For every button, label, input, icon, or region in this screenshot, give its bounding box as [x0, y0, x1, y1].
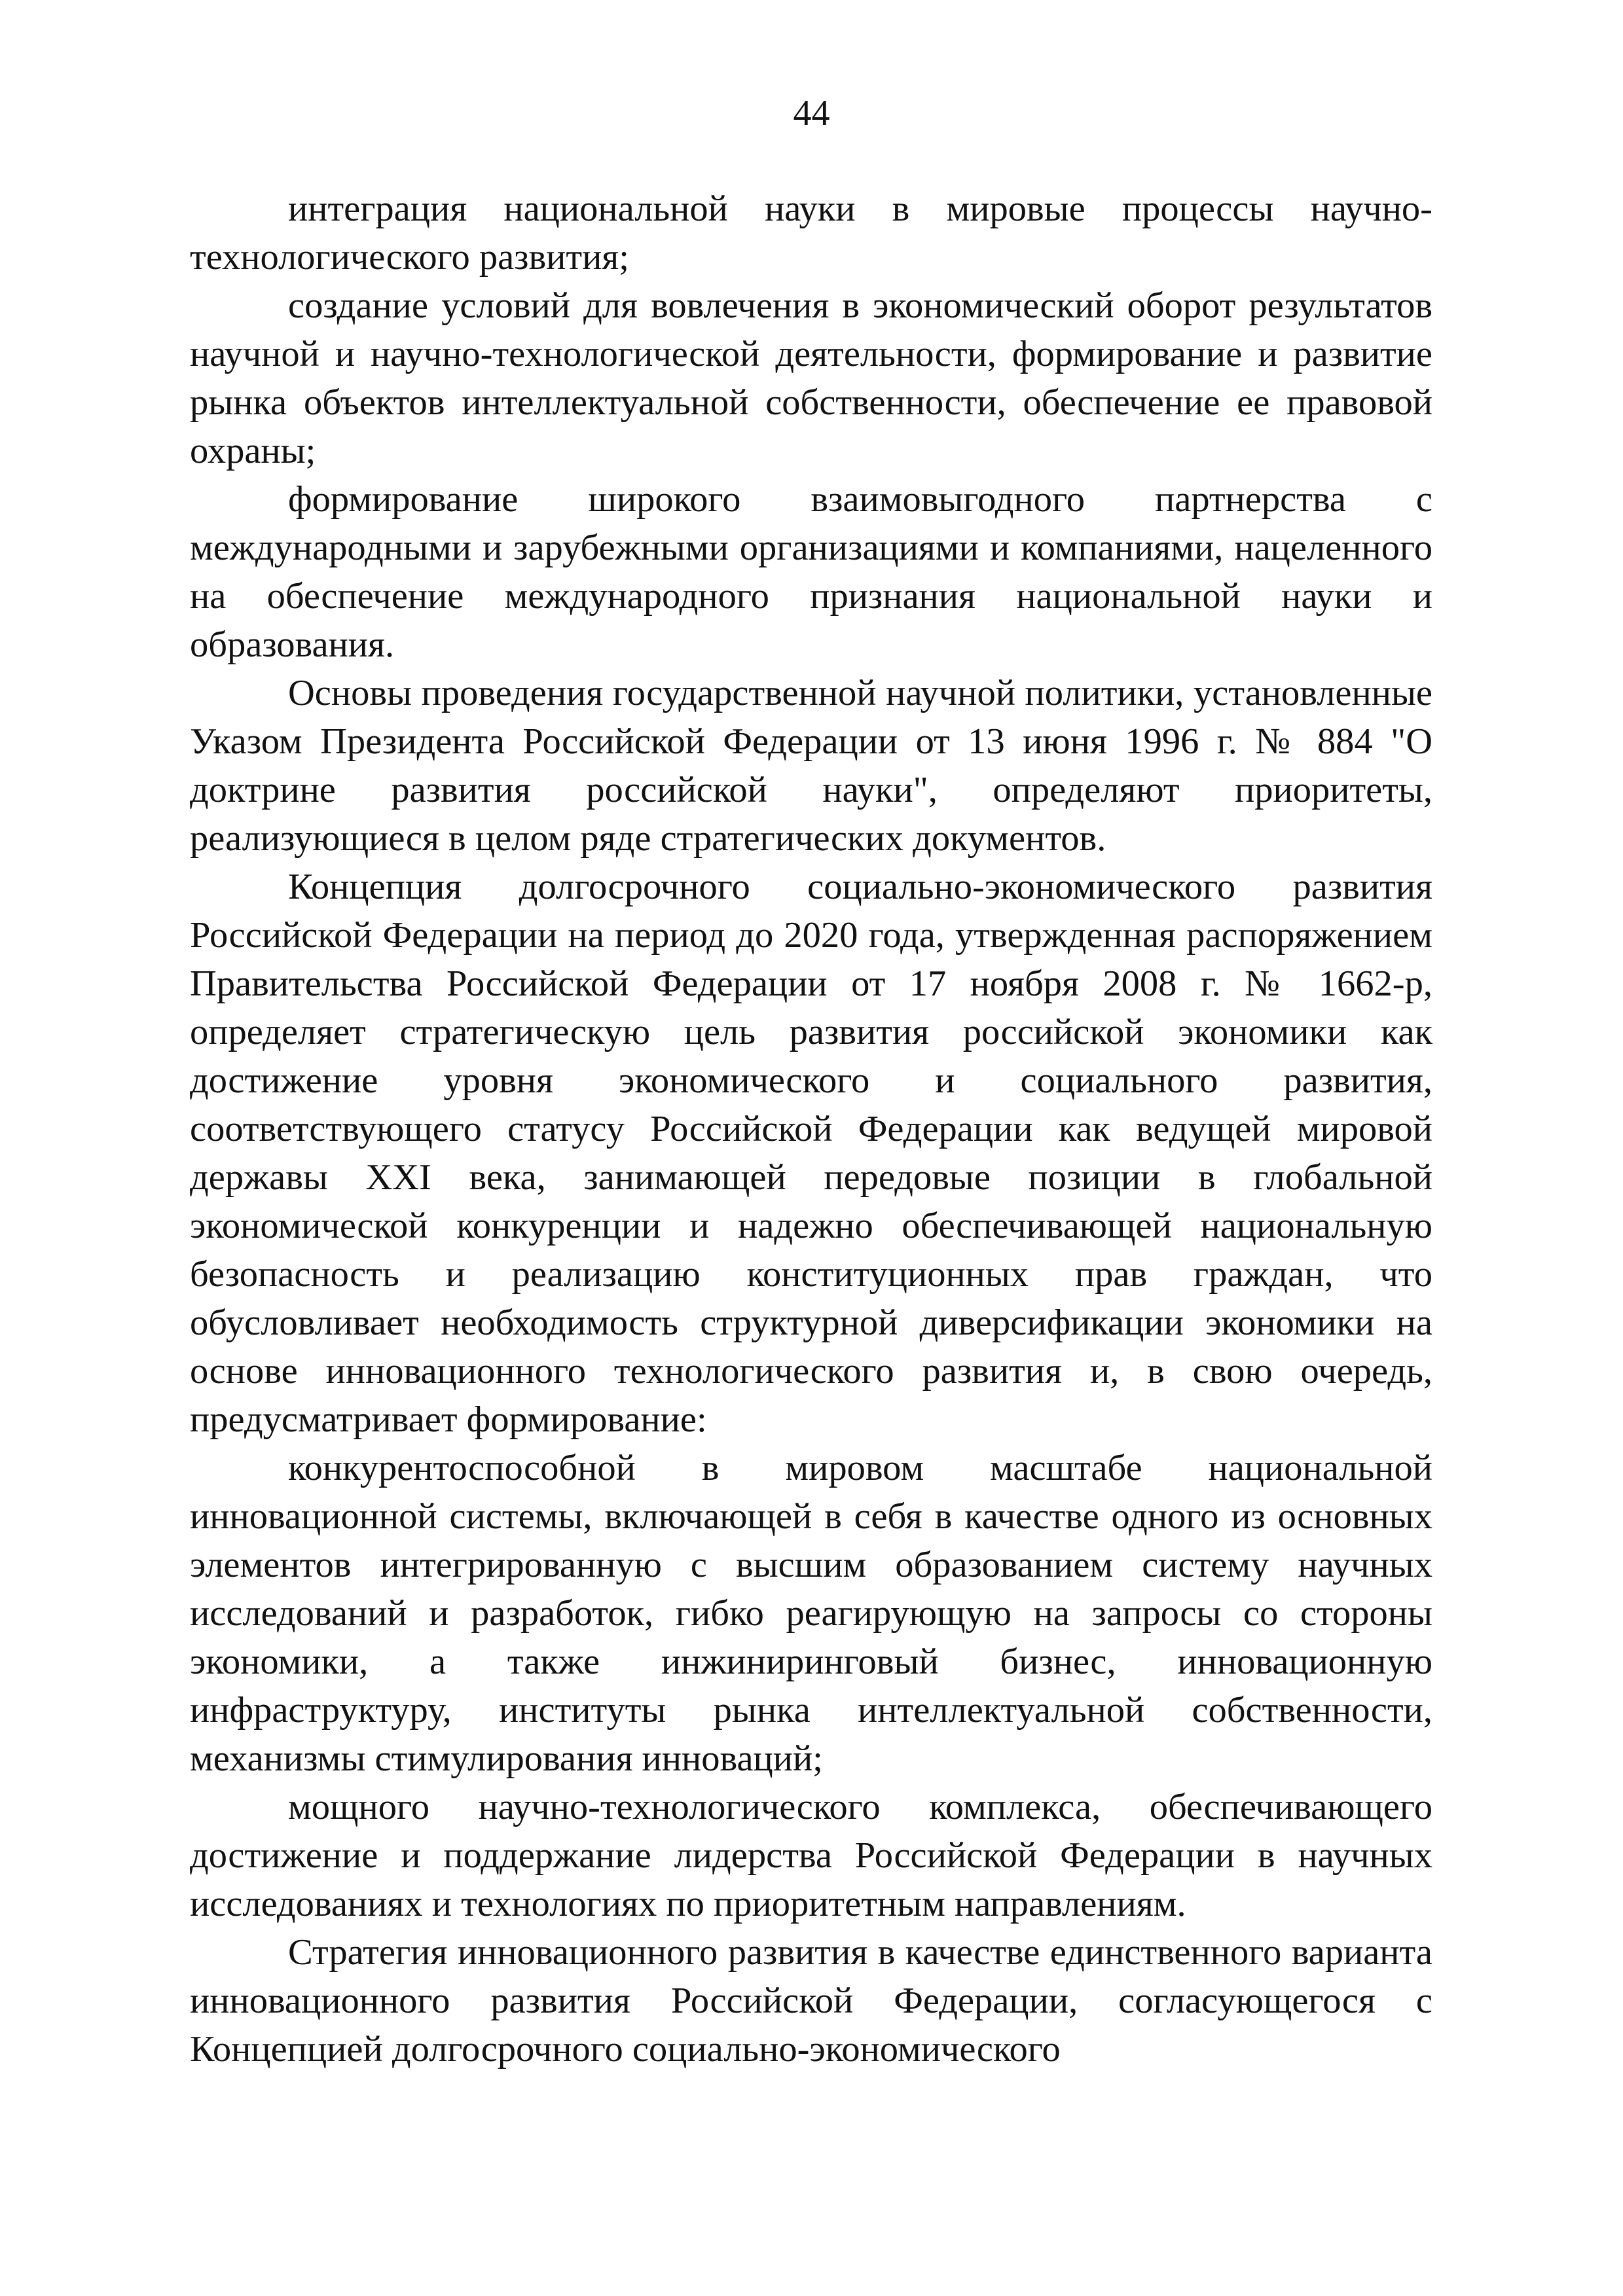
paragraph-3: формирование широкого взаимовыгодного партнерства с международными и зарубежными организациями и компаниями, нацеленного на обеспечение международного признания национальной науки и образования. — [190, 479, 1432, 665]
paragraph-2: создание условий для вовлечения в экономический оборот результатов научной и научно-технологической деятельности, формирование и развитие рынка объектов интеллектуальной собственности, обеспечение ее правовой охраны; — [190, 285, 1432, 471]
paragraph-7: мощного научно-технологического комплекса, обеспечивающего достижение и поддержание лидерства Российской Федерации в научных исследованиях и технологиях по приоритетным направлениям. — [190, 1787, 1432, 1924]
paragraph-5: Концепция долгосрочного социально-экономического развития Российской Федерации на период до 2020 года, утвержденная распоряжением Правительства Российской Федерации от 17 ноября 2008 г. № 1662-р, определяет стратегическую цель развития российской экономики как достижение уровня экономического и социального развития, соответствующего статусу Российской Федерации как ведущей мировой державы XXI века, занимающей передовые позиции в глобальной экономической конкуренции и надежно обеспечивающей национальную безопасность и реализацию конституционных прав граждан, что обусловливает необходимость структурной диверсификации экономики на основе инновационного технологического развития и, в свою очередь, предусматривает формирование: — [190, 867, 1432, 1440]
paragraph-6: конкурентоспособной в мировом масштабе национальной инновационной системы, включающей в себя в качестве одного из основных элементов интегрированную с высшим образованием систему научных исследований и разработок, гибко реагирующую на запросы со стороны экономики, а также инжиниринговый бизнес, инновационную инфраструктуру, институты рынка интеллектуальной собственности, механизмы стимулирования инноваций; — [190, 1448, 1432, 1779]
page-number: 44 — [793, 93, 830, 134]
paragraph-8: Стратегия инновационного развития в качестве единственного варианта инновационного развития Российской Федерации, согласующегося с Концепцией долгосрочного социально-экономического — [190, 1932, 1432, 2070]
paragraph-4: Основы проведения государственной научной политики, установленные Указом Президента Российской Федерации от 13 июня 1996 г. № 884 "О доктрине развития российской науки", определяют приоритеты, реализующиеся в целом ряде стратегических документов. — [190, 673, 1432, 859]
paragraph-1: интеграция национальной науки в мировые процессы научно-технологического развития; — [190, 188, 1432, 278]
document-body — [190, 185, 1432, 2073]
